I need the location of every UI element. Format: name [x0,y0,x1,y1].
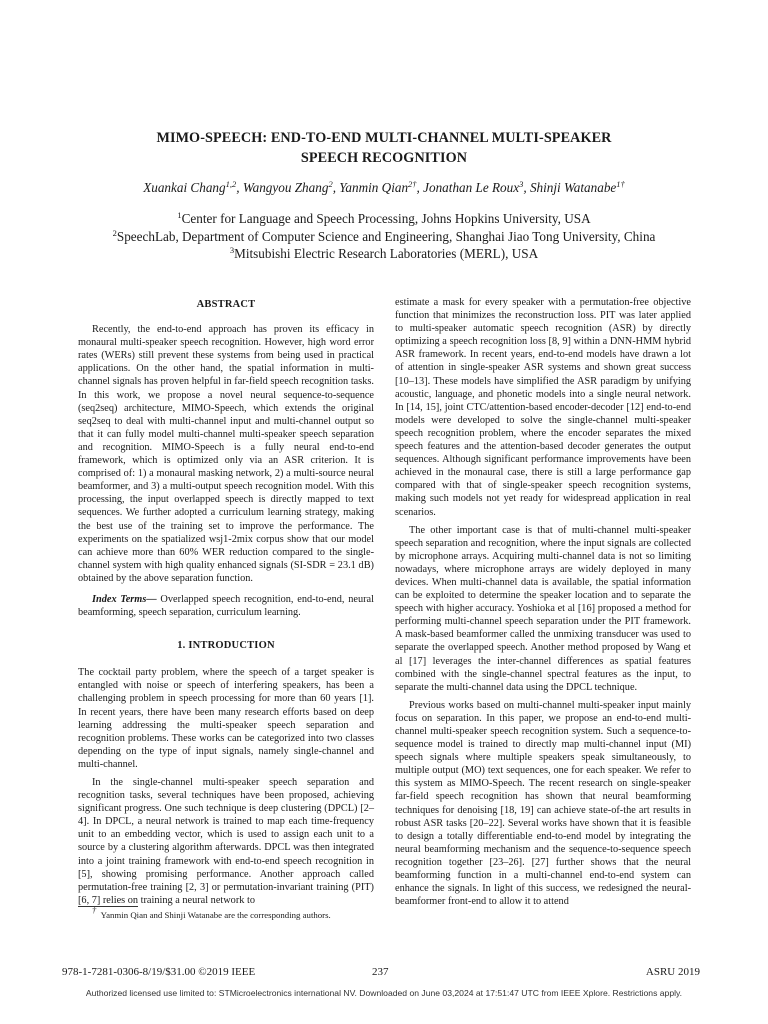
index-terms-label: Index Terms— [92,593,157,605]
copyright-line: 978-1-7281-0306-8/19/$31.00 ©2019 IEEE [62,966,256,978]
intro-paragraph: The cocktail party problem, where the speech of a target speaker is entangled with noise or speech of interfering speakers, has been a challenging problem in speech processing for more than 60 years [1]. In recent years, there have been many research efforts based on deep learning addressing the multi-speaker speech separation and recognition problems. These works can be categorized into two classes depending on the type of input signals, namely single-channel and multi-channel. [78,667,374,770]
title-line-2: SPEECH RECOGNITION [300,150,468,166]
affiliation-list [30,210,738,263]
affiliation: $^2$SpeechLab, Department of Computer Science and Engineering, Shanghai Jiao Tong University, China [112,227,656,244]
abstract-heading: ABSTRACT [196,299,256,310]
right-column [395,296,691,913]
footnote-rule [78,906,138,907]
affiliation: $^3$Mitsubishi Electric Research Laboratories (MERL), USA [229,245,539,261]
body-paragraph: Previous works based on multi-channel multi-speaker input mainly focus on separation. In this paper, we propose an end-to-end multi-channel multi-speaker speech recognition system. Such a sequence-to-sequence model is trained to directly map multi-channel input (MI) speech signals where multiple speakers speak simultaneously, to multiple output (MO) text sequences, one for each speaker. We refer to this system as MIMO-Speech. The recent research on single-speaker far-field speech recognition has shown that neural beamforming techniques for denoising [18, 19] can achieve state-of-the art results in robust ASR tasks [20–22]. Several works have shown that it is feasible to design a totally differentiable end-to-end model by integrating the neural beamforming mechanism and the sequence-to-sequence speech recognition together [23–26]. [27] further shows that the neural beamforming function in a multi-channel end-to-end system can enhance the signals. In light of this success, we redesigned the neural-beamformer front-end to allow it to attend [395,699,691,908]
footnote-text: Yanmin Qian and Shinji Watanabe are the corresponding authors. [100,910,331,920]
author: Yanmin Qian$^{2\dagger}$, [339,179,424,195]
body-paragraph: estimate a mask for every speaker with a permutation-free objective function that minimizes the reconstruction loss. PIT was later applied to multi-speaker automatic speech recognition (ASR) by directly optimizing a speech recognition loss [8, 9] within a DNN-HMM hybrid ASR framework. In recent years, end-to-end models have drawn a lot of attention in single-speaker ASR systems and shown great success [10–13]. These models have simplified the ASR paradigm by unifying acoustic, language, and phonetic models into a single neural network. In [14, 15], joint CTC/attention-based encoder-decoder [12] end-to-end models were developed to solve the single-channel multi-speaker speech recognition problem, where the encoder separates the mixed speech features and the attention-based decoder generates the output sequences. Although significant performance improvements have been achieved in the monaural case, there is still a large performance gap compared with that of single-speaker speech recognition systems, making such models not yet ready for widespread application in real scenarios. [395,297,691,518]
footnote-mark: † [92,905,97,915]
conference-name: ASRU 2019 [645,966,700,978]
title-line-1: MIMO-SPEECH: END-TO-END MULTI-CHANNEL MULTI-SPEAKER [156,130,612,146]
body-paragraph: The other important case is that of multi-channel multi-speaker speech separation and recognition, where the input signals are collected by microphone arrays. Acquiring multi-channel data is not so limiting nowadays, where microphone arrays are widely deployed in many devices. When multi-channel data is available, the spatial information can be exploited to determine the speaker location and to separate the speech with higher accuracy. Yoshioka et al [16] proposed a method for performing multi-channel speech separation under the PIT framework. A mask-based beamformer called the unmixing transducer was used to separate the overlapped speech. Another method proposed by Wang et al [17] leverages the inter-channel differences as spatial features combined with the single-channel spectral features as the input, to separate the multi-channel data using the DPCL technique. [395,524,691,693]
author: Jonathan Le Roux$^3$, [423,179,530,195]
page-number: 237 [372,966,389,978]
author-list [40,179,728,197]
affiliation: $^1$Center for Language and Speech Processing, Johns Hopkins University, USA [177,210,591,226]
intro-paragraph: In the single-channel multi-speaker speech separation and recognition tasks, several techniques have been proposed, achieving significant progress. One such technique is deep clustering (DPCL) [2–4]. In DPCL, a neural network is trained to map each time-frequency unit to an embedding vector, which is used to assign each unit to a source by a clustering algorithm afterwards. DPCL was then integrated into a joint training framework with end-to-end speech recognition in [5], showing promising performance. Another approach called permutation-free training [2, 3] or permutation-invariant training (PIT) [6, 7] relies on training a neural network to [78,777,374,906]
intro-heading: 1. INTRODUCTION [177,640,275,652]
paper-title [60,128,708,168]
footnote [92,905,382,921]
author: Shinji Watanabe$^{1\dagger}$ [529,179,625,195]
author: Xuankai Chang$^{1,2}$, [143,179,243,195]
author: Wangyou Zhang$^2$, [242,179,340,195]
license-notice: Authorized licensed use limited to: STMicroelectronics international NV. Downloaded on June 03,2024 at 17:51:47 UTC from IEEE Xplore. Restrictions apply. [85,988,683,998]
index-terms [78,593,374,619]
index-terms-text: Overlapped speech recognition, end-to-end, neural beamforming, speech separation, curriculum learning. [78,593,374,619]
left-column [78,298,374,912]
abstract-text: Recently, the end-to-end approach has proven its efficacy in monaural multi-speaker speech recognition. However, high word error rates (WERs) still prevent these systems from being used in practical applications. On the other hand, the spatial information in multi-channel signals has proven helpful in far-field speech recognition tasks. In this work, we propose a novel neural sequence-to-sequence (seq2seq) architecture, MIMO-Speech, which extends the original seq2seq to deal with multi-channel input and multi-channel output so that it can fully model multi-channel multi-speaker speech separation and recognition. MIMO-Speech is a fully neural end-to-end framework, which is optimized only via an ASR criterion. It is comprised of: 1) a monaural masking network, 2) a multi-source neural beamformer, and 3) a multi-output speech recognition model. With this processing, the input overlapped speech is directly mapped to text sequences. We further adopted a curriculum learning strategy, making the best use of the training set to improve the performance. The experiments on the spatialized wsj1-2mix corpus show that our model can achieve more than 60% WER reduction compared to the single-channel system with high quality enhanced signals (SI-SDR = 23.1 dB) obtained by the above separation function. [78,324,374,584]
